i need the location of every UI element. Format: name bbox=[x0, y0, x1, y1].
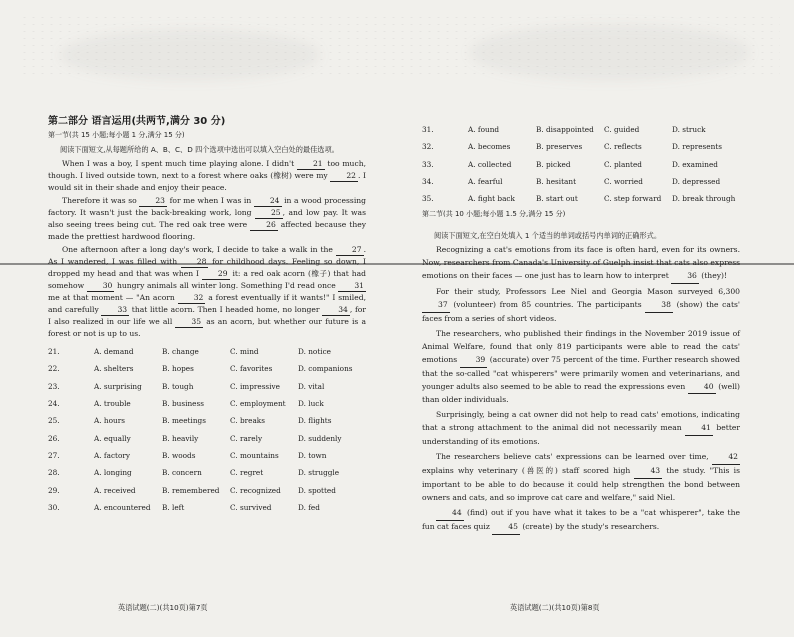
passage-text: for childhood days. Feeling so down, I dropped my head and that was when I bbox=[48, 257, 366, 278]
option-b: B. remembered bbox=[162, 485, 220, 495]
option-row bbox=[48, 378, 366, 395]
option-a: A. trouble bbox=[94, 399, 131, 409]
options-table bbox=[48, 343, 366, 516]
passage-text: (find) out if you have what it takes to be a "cat whisperer", take the fun cat faces quiz bbox=[422, 507, 740, 531]
question-number: 25. bbox=[48, 416, 60, 426]
passage-text: too much, though. I lived outside town, next to a forest where oaks (橡树) were my bbox=[48, 159, 367, 180]
answer-blank: 42 bbox=[712, 451, 740, 465]
question-number: 31. bbox=[422, 125, 434, 135]
subsection-title: 第二节(共 10 小题;每小题 1.5 分,满分 15 分) bbox=[422, 210, 566, 219]
answer-blank: 40 bbox=[688, 381, 716, 395]
option-b: B. concern bbox=[162, 468, 202, 478]
option-a: A. longing bbox=[94, 468, 132, 478]
option-c: C. mind bbox=[230, 347, 259, 357]
page-footer-left: 英语试题(二)(共10页)第7页 bbox=[118, 603, 208, 612]
page-footer-right: 英语试题(二)(共10页)第8页 bbox=[510, 603, 600, 612]
subsection-title: 第一节(共 15 小题;每小题 1 分,满分 15 分) bbox=[48, 131, 185, 139]
passage-text: Surprisingly, being a cat owner did not help to read cats' emotions, indicating that a strong attachment to the animal did not necessarily mean bbox=[422, 410, 740, 433]
passage-text: for me when I was in bbox=[166, 196, 254, 205]
option-b: B. woods bbox=[162, 450, 196, 460]
passage-text: (accurate) over 75 percent of the time. Further research showed that the so-called "cat whisperers" were primarily women and veterinarians, and younger adults also seemed to be able to read the expressions even bbox=[422, 354, 740, 391]
passage-text: . As I wandered, I was filled with bbox=[48, 245, 366, 266]
option-row bbox=[422, 173, 740, 190]
option-a: A. factory bbox=[94, 450, 130, 460]
instruction: 阅读下面短文,在空白处填入 1 个适当的单词或括号内单词的正确形式。 bbox=[434, 231, 662, 241]
option-d: D. struck bbox=[672, 125, 706, 135]
option-b: B. start out bbox=[536, 194, 578, 204]
option-a: A. surprising bbox=[94, 381, 142, 391]
option-a: A. encountered bbox=[94, 502, 151, 512]
passage-text: (show) the cats' faces from a series of short videos. bbox=[422, 300, 740, 324]
passage-text: (they)! bbox=[698, 271, 727, 281]
question-number: 35. bbox=[422, 194, 434, 204]
option-b: B. hesitant bbox=[536, 177, 577, 187]
option-a: A. fearful bbox=[468, 177, 503, 187]
answer-blank: 23 bbox=[139, 195, 167, 207]
option-d: D. represents bbox=[672, 142, 722, 152]
passage-text: in a wood processing factory. It wasn't just the back-breaking work, long bbox=[48, 196, 367, 217]
cloze-passage bbox=[48, 158, 366, 339]
passage-text: (create) by the study's researchers. bbox=[519, 521, 660, 531]
answer-blank: 21 bbox=[297, 158, 325, 170]
question-number: 34. bbox=[422, 177, 434, 187]
option-c: C. employment bbox=[230, 399, 286, 409]
answer-blank: 32 bbox=[178, 292, 206, 304]
options-table bbox=[422, 121, 740, 207]
option-c: C. survived bbox=[230, 502, 272, 512]
answer-blank: 30 bbox=[87, 280, 115, 292]
passage-paragraph bbox=[48, 244, 366, 339]
option-d: D. examined bbox=[672, 159, 718, 169]
option-b: B. left bbox=[162, 502, 185, 512]
passage-text: a forest eventually if it wants!" I smiled, and carefully bbox=[48, 293, 367, 314]
option-row bbox=[48, 395, 366, 412]
passage-text: , and low pay. It was also seeing trees being cut. The red oak tree were bbox=[48, 208, 366, 229]
answer-blank: 43 bbox=[634, 465, 662, 479]
question-number: 23. bbox=[48, 381, 60, 391]
grammar-fill-passage bbox=[422, 244, 740, 534]
answer-blank: 33 bbox=[101, 304, 129, 316]
option-d: D. depressed bbox=[672, 177, 721, 187]
option-c: C. rarely bbox=[230, 433, 263, 443]
option-d: D. fed bbox=[298, 502, 320, 512]
option-b: B. heavily bbox=[162, 433, 199, 443]
option-c: C. worried bbox=[604, 177, 643, 187]
option-b: B. tough bbox=[162, 381, 194, 391]
option-d: D. vital bbox=[298, 381, 325, 391]
question-number: 32. bbox=[422, 142, 434, 152]
option-a: A. hours bbox=[94, 416, 125, 426]
option-d: D. companions bbox=[298, 364, 353, 374]
right-page bbox=[422, 121, 740, 537]
question-number: 27. bbox=[48, 450, 60, 460]
passage-text: that little acorn. Then I headed home, no longer bbox=[129, 305, 323, 314]
option-d: D. notice bbox=[298, 347, 331, 357]
left-page bbox=[48, 116, 366, 516]
option-row bbox=[422, 156, 740, 173]
question-number: 33. bbox=[422, 159, 434, 169]
section-title: 第二部分 语言运用(共两节,满分 30 分) bbox=[48, 116, 226, 127]
option-b: B. preserves bbox=[536, 142, 583, 152]
option-b: B. hopes bbox=[162, 364, 194, 374]
passage-text: hungry animals all winter long. Something I'd read once bbox=[114, 281, 339, 290]
option-a: A. shelters bbox=[94, 364, 134, 374]
option-c: C. step forward bbox=[604, 194, 662, 204]
option-row bbox=[48, 447, 366, 464]
answer-blank: 26 bbox=[250, 219, 278, 231]
passage-paragraph bbox=[422, 286, 740, 326]
passage-text: explains why veterinary (兽医的) staff scored high bbox=[422, 465, 635, 475]
option-a: A. found bbox=[468, 125, 500, 135]
passage-text: When I was a boy, I spent much time playing alone. I didn't bbox=[62, 159, 297, 168]
answer-blank: 36 bbox=[671, 270, 699, 284]
option-a: A. fight back bbox=[468, 194, 515, 204]
passage-text: The researchers believe cats' expressions can be learned over time, bbox=[436, 452, 713, 462]
option-c: C. favorites bbox=[230, 364, 273, 374]
passage-text: the study. "This is important to be able to do because it could help strengthen the bond between owners and cats, and so improve cat care and welfare," said Niel. bbox=[422, 465, 740, 502]
scan-smudge bbox=[470, 25, 750, 80]
passage-text: me at that moment — "An acorn bbox=[48, 293, 178, 302]
option-c: C. breaks bbox=[230, 416, 265, 426]
passage-paragraph bbox=[422, 507, 740, 535]
option-c: C. regret bbox=[230, 468, 264, 478]
option-c: C. guided bbox=[604, 125, 640, 135]
scan-smudge bbox=[60, 30, 320, 80]
passage-paragraph bbox=[422, 244, 740, 284]
option-a: A. becomes bbox=[468, 142, 511, 152]
question-number: 26. bbox=[48, 433, 60, 443]
answer-blank: 24 bbox=[254, 195, 282, 207]
passage-text: , for I also realized in our life we all bbox=[48, 305, 366, 326]
option-a: A. received bbox=[94, 485, 136, 495]
answer-blank: 34 bbox=[322, 304, 350, 316]
answer-blank: 44 bbox=[436, 507, 464, 521]
answer-blank: 39 bbox=[460, 354, 488, 368]
passage-text: as an acorn, but whether our future is a forest or not is up to us. bbox=[48, 317, 366, 338]
question-number: 30. bbox=[48, 502, 60, 512]
passage-text: . I would sit in their shade and enjoy their peace. bbox=[48, 171, 367, 192]
answer-blank: 41 bbox=[685, 422, 713, 436]
passage-text: Therefore it was so bbox=[62, 196, 140, 205]
passage-paragraph bbox=[422, 451, 740, 505]
question-number: 22. bbox=[48, 364, 60, 374]
option-d: D. spotted bbox=[298, 485, 336, 495]
passage-paragraph bbox=[422, 409, 740, 449]
option-c: C. mountains bbox=[230, 450, 279, 460]
passage-text: Recognizing a cat's emotions from its face is often hard, even for its owners. Now, researchers from Canada's University of Guelph insist that cats also express emotions on their faces — one just has to learn how to interpret bbox=[422, 245, 740, 281]
passage-text: affected because they made the prettiest hardwood flooring. bbox=[48, 220, 366, 241]
passage-paragraph bbox=[422, 328, 740, 407]
option-row bbox=[422, 138, 740, 155]
passage-text: (volunteer) from 85 countries. The participants bbox=[449, 300, 646, 310]
answer-blank: 28 bbox=[181, 256, 209, 268]
passage-text: The researchers, who published their findings in the November 2019 issue of Animal Welfare, found that only 819 participants were able to read the cats' emotions bbox=[422, 328, 740, 364]
option-row bbox=[422, 121, 740, 138]
option-row bbox=[48, 360, 366, 377]
option-a: A. demand bbox=[94, 347, 134, 357]
answer-blank: 29 bbox=[202, 268, 230, 280]
question-number: 29. bbox=[48, 485, 60, 495]
answer-blank: 31 bbox=[338, 280, 366, 292]
option-row bbox=[48, 429, 366, 446]
option-b: B. picked bbox=[536, 159, 571, 169]
option-c: C. impressive bbox=[230, 381, 280, 391]
option-d: D. struggle bbox=[298, 468, 340, 478]
option-b: B. change bbox=[162, 347, 199, 357]
instruction: 阅读下面短文,从每题所给的 A、B、C、D 四个选项中选出可以填入空白处的最佳选项。 bbox=[60, 145, 339, 154]
option-d: D. luck bbox=[298, 399, 324, 409]
option-b: B. business bbox=[162, 399, 204, 409]
answer-blank: 25 bbox=[255, 207, 283, 219]
option-c: C. planted bbox=[604, 159, 642, 169]
answer-blank: 27 bbox=[336, 244, 364, 256]
answer-blank: 45 bbox=[492, 521, 520, 535]
option-d: D. flights bbox=[298, 416, 332, 426]
question-number: 21. bbox=[48, 347, 60, 357]
passage-paragraph bbox=[48, 195, 366, 242]
option-d: D. suddenly bbox=[298, 433, 342, 443]
option-c: C. reflects bbox=[604, 142, 642, 152]
option-d: D. town bbox=[298, 450, 327, 460]
passage-text: One afternoon after a long day's work, I decide to take a walk in the bbox=[62, 245, 336, 254]
option-row bbox=[48, 481, 366, 498]
option-row bbox=[48, 343, 366, 360]
passage-text: For their study, Professors Lee Niel and Georgia Mason surveyed 6,300 bbox=[436, 287, 740, 297]
answer-blank: 37 bbox=[422, 299, 450, 313]
option-a: A. collected bbox=[468, 159, 512, 169]
option-row bbox=[422, 190, 740, 207]
answer-blank: 35 bbox=[175, 316, 203, 328]
question-number: 28. bbox=[48, 468, 60, 478]
option-c: C. recognized bbox=[230, 485, 281, 495]
option-row bbox=[48, 464, 366, 481]
answer-blank: 38 bbox=[645, 299, 673, 313]
option-row bbox=[48, 499, 366, 516]
passage-paragraph bbox=[48, 158, 366, 193]
option-a: A. equally bbox=[94, 433, 131, 443]
passage-text: it: a red oak acorn (橡子) that had somehow bbox=[48, 269, 366, 290]
answer-blank: 22 bbox=[330, 170, 358, 182]
passage-text: better understanding of its emotions. bbox=[422, 423, 741, 447]
option-b: B. disappointed bbox=[536, 125, 594, 135]
question-number: 24. bbox=[48, 399, 60, 409]
option-d: D. break through bbox=[672, 194, 736, 204]
option-row bbox=[48, 412, 366, 429]
passage-text: (well) than older individuals. bbox=[422, 381, 740, 405]
option-b: B. meetings bbox=[162, 416, 206, 426]
